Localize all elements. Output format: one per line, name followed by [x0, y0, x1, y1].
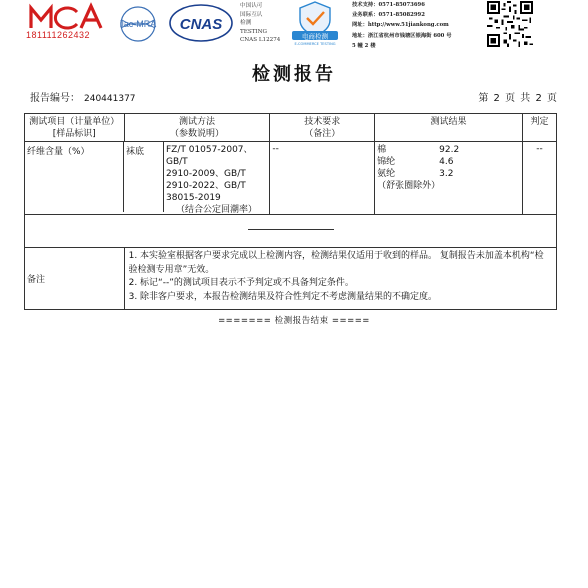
result-cell	[375, 142, 523, 215]
qr-code-icon	[487, 1, 533, 47]
fiber-value: 4.6	[439, 157, 454, 167]
table-header-row	[25, 114, 557, 142]
header-requirement: 技术要求 （备注）	[270, 114, 375, 142]
report-number: 报告编号： 240441377	[30, 93, 136, 104]
cnas-cert-text: 中国认可 国际互认 检测 TESTING CNAS L12274	[240, 3, 281, 44]
fiber-value: 3.2	[439, 169, 454, 179]
ecommerce-testing-logo-icon	[284, 0, 346, 46]
test-item: 纤维含量（%）	[27, 147, 90, 157]
fiber-name: 棉	[377, 145, 387, 155]
requirement-cell: --	[270, 142, 375, 215]
note-item: 1. 本实验室根据客户要求完成以上检测内容，检测结果仅适用于收到的样品。 复制报告未加盖本机构“检验检测专用章”无效。	[128, 251, 544, 275]
header-judgement: 判定	[523, 114, 557, 142]
notes-label: 备注	[25, 248, 125, 310]
fiber-name: 氨纶	[377, 169, 396, 179]
item-and-method-cell	[25, 142, 270, 215]
contact-block: 技术支持：0571-85073696 业务联系：0571-85082992 网址：http://www.51jiankong.com 地址：浙江省杭州市钱塘区银海街 600 号 5 幢 2 楼	[352, 2, 452, 49]
test-method: FZ/T 01057-2007、GB/T 2910-2009、GB/T 2910-2022、GB/T 38015-2019 （结合公定回潮率）	[163, 142, 269, 212]
ecom-label: 电商检测	[302, 32, 328, 41]
header-test-item: 测试项目（计量单位） [样品标识]	[25, 114, 125, 142]
ecom-sub: E-COMMERCE TESTING	[294, 42, 336, 46]
note-item: 3. 除非客户要求，本报告检测结果及符合性判定不考虑测量结果的不确定度。	[128, 291, 438, 302]
ilac-label: ilac-MRA	[119, 19, 157, 29]
cnas-label: CNAS	[179, 16, 223, 33]
table-row	[25, 142, 557, 215]
fiber-value: 92.2	[439, 145, 460, 155]
notes-content	[124, 248, 556, 310]
note-item: 2. 标记“--”的测试项目表示不予判定或不具备判定条件。	[128, 278, 354, 288]
result-note: （舒张圈除外）	[377, 181, 441, 191]
header-result: 测试结果	[375, 114, 523, 142]
separator-row	[25, 215, 557, 248]
blank-separator-line	[248, 229, 334, 230]
cma-number: 181111262432	[26, 30, 91, 40]
report-end-marker: ======= 检测报告结束 =====	[218, 316, 370, 326]
report-title: 检测报告	[252, 64, 336, 85]
sample-label: 袜底	[123, 142, 163, 212]
fiber-name: 锦纶	[377, 157, 396, 167]
header-test-method: 测试方法 （参数说明）	[124, 114, 270, 142]
results-table	[24, 113, 557, 310]
ilac-mra-logo-icon	[112, 4, 164, 44]
notes-row	[25, 248, 557, 310]
report-header	[0, 0, 588, 55]
cnas-logo-icon	[168, 2, 234, 44]
judgement-cell: --	[523, 142, 557, 215]
page-info: 第 2 页 共 2 页	[478, 93, 558, 104]
